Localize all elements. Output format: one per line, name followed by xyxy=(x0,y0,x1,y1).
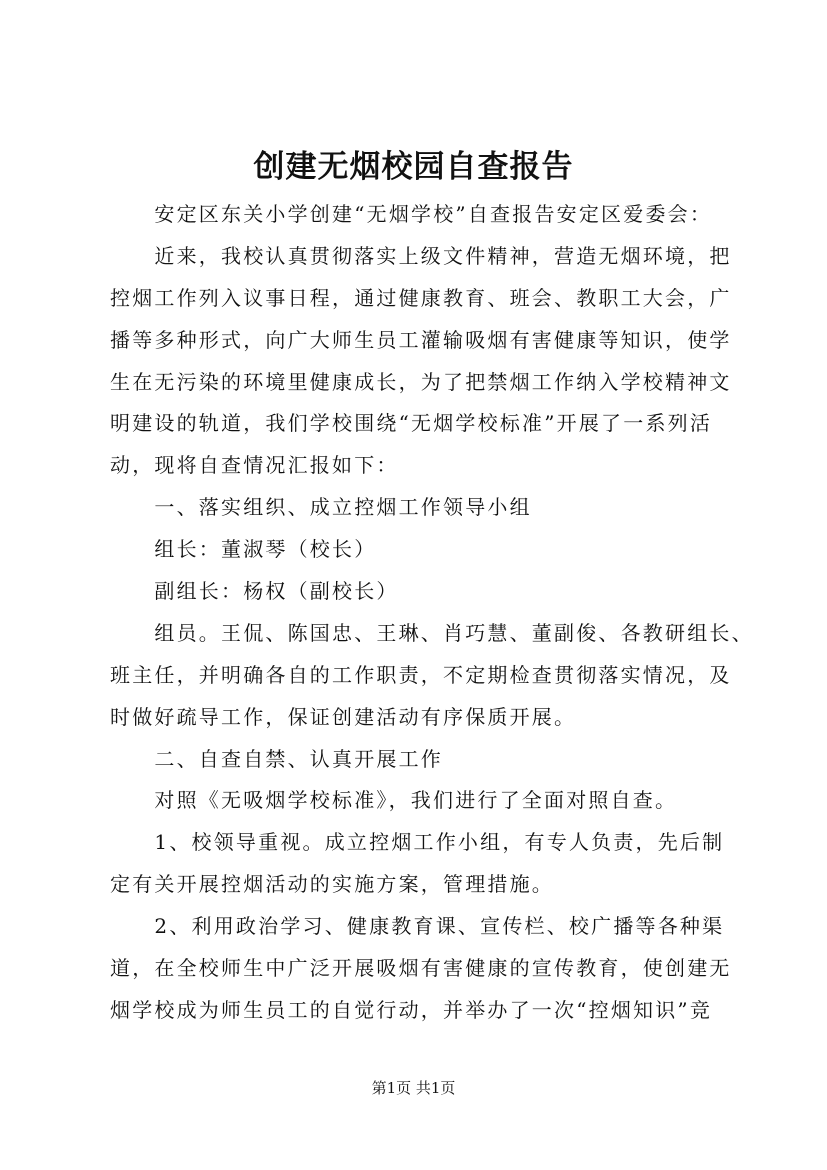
body-line: 近来，我校认真贯彻落实上级文件精神，营造无烟环境，把 xyxy=(110,243,732,268)
body-line: 班主任，并明确各自的工作职责，不定期检查贯彻落实情况，及 xyxy=(110,662,732,687)
body-line: 播等多种形式，向广大师生员工灌输吸烟有害健康等知识，使学 xyxy=(110,327,732,352)
document-body xyxy=(110,194,754,1032)
body-line: 副组长：杨权（副校长） xyxy=(110,579,399,604)
body-line: 2、利用政治学习、健康教育课、宣传栏、校广播等各种渠 xyxy=(110,914,725,939)
body-line: 组员。王侃、陈国忠、王琳、肖巧慧、董副俊、各教研组长、 xyxy=(110,620,754,645)
body-line: 烟学校成为师生员工的自觉行动，并举办了一次“控烟知识”竞 xyxy=(110,997,713,1022)
section-heading: 一、落实组织、成立控烟工作领导小组 xyxy=(110,495,532,520)
body-line: 定有关开展控烟活动的实施方案，管理措施。 xyxy=(110,872,554,897)
section-heading: 二、自查自禁、认真开展工作 xyxy=(110,746,443,771)
body-line: 生在无污染的环境里健康成长，为了把禁烟工作纳入学校精神文 xyxy=(110,369,732,394)
body-line: 明建设的轨道，我们学校围绕“无烟学校标准”开展了一系列活 xyxy=(110,411,713,436)
body-line: 1、校领导重视。成立控烟工作小组，有专人负责，先后制 xyxy=(110,830,725,855)
body-line: 动，现将自查情况汇报如下： xyxy=(110,453,399,478)
body-line: 控烟工作列入议事日程，通过健康教育、班会、教职工大会，广 xyxy=(110,285,732,310)
body-line: 道，在全校师生中广泛开展吸烟有害健康的宣传教育，使创建无 xyxy=(110,956,732,981)
body-line: 组长：董淑琴（校长） xyxy=(110,537,377,562)
page-number-footer: 第1页 共1页 xyxy=(371,1079,456,1097)
document-title: 创建无烟校园自查报告 xyxy=(253,149,574,185)
body-line: 时做好疏导工作，保证创建活动有序保质开展。 xyxy=(110,704,577,729)
body-line: 对照《无吸烟学校标准》，我们进行了全面对照自查。 xyxy=(110,788,678,813)
body-line: 安定区东关小学创建“无烟学校”自查报告安定区爱委会： xyxy=(110,202,713,226)
